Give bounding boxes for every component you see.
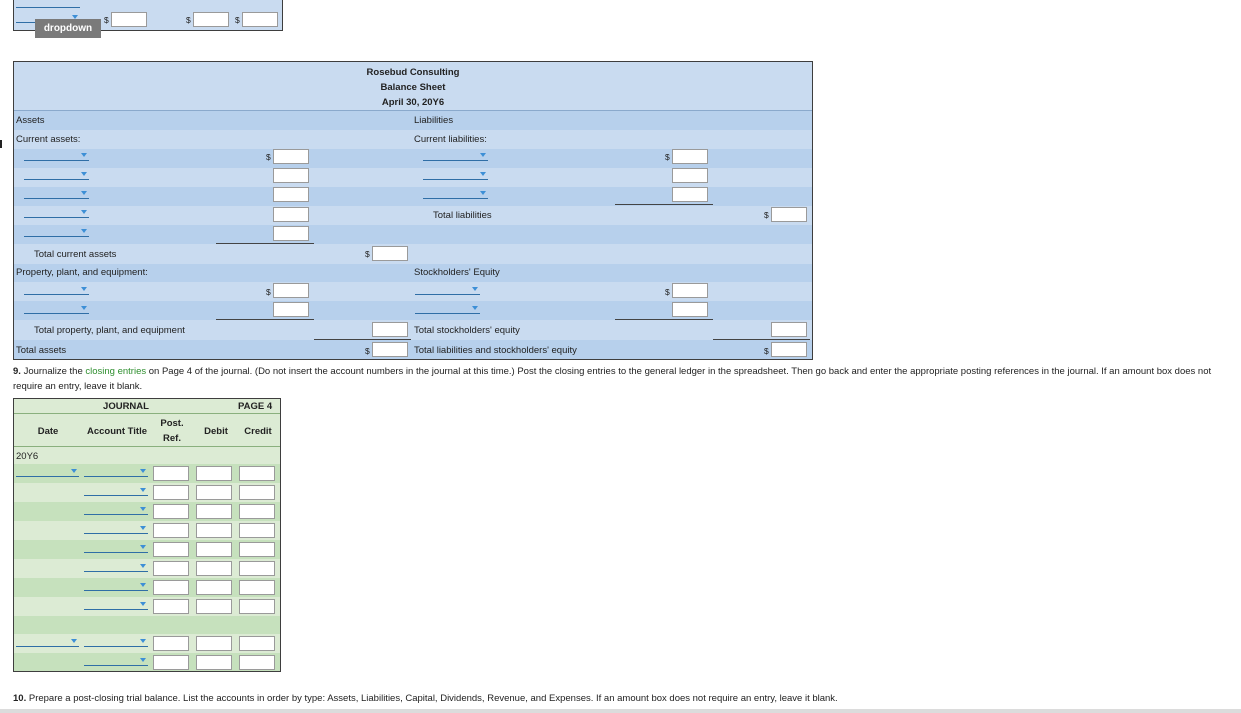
journal-header-row	[14, 414, 280, 447]
currency-symbol: $	[365, 346, 370, 356]
liability-amount-input[interactable]	[672, 149, 708, 164]
journal-account-dropdown[interactable]	[84, 656, 148, 666]
credit-input[interactable]	[239, 485, 275, 500]
currency-symbol: $	[104, 15, 109, 25]
journal-account-dropdown[interactable]	[84, 486, 148, 496]
chevron-down-icon	[472, 287, 478, 291]
chevron-down-icon	[140, 602, 146, 606]
debit-input[interactable]	[196, 599, 232, 614]
subheading-row	[14, 130, 812, 149]
debit-input[interactable]	[196, 542, 232, 557]
credit-input[interactable]	[239, 636, 275, 651]
debit-input[interactable]	[196, 466, 232, 481]
asset-account-dropdown[interactable]	[24, 227, 89, 237]
chevron-down-icon	[140, 526, 146, 530]
instruction-text: on Page 4 of the journal. (Do not insert the account numbers in the journal at this time.) Post the closing entries to the general ledger in the spreadsheet. Then go back and enter the appropriate posting references in the journal. If an amount box does not require an entry, leave it blank.	[13, 366, 1212, 392]
ppe-account-dropdown[interactable]	[24, 304, 89, 314]
chevron-down-icon	[81, 153, 87, 157]
post-ref-input[interactable]	[153, 561, 189, 576]
subtotal-underline	[615, 319, 713, 320]
chevron-down-icon	[480, 191, 486, 195]
column-header-credit: Credit	[244, 426, 272, 437]
post-ref-input[interactable]	[153, 466, 189, 481]
subtotal-underline	[216, 319, 314, 320]
post-ref-input[interactable]	[153, 485, 189, 500]
liability-account-dropdown[interactable]	[423, 189, 488, 199]
chevron-down-icon	[140, 639, 146, 643]
chevron-down-icon	[71, 639, 77, 643]
journal-page: PAGE 4	[238, 401, 273, 412]
column-header-post-ref: Post.	[160, 418, 184, 429]
total-liab-equity-input[interactable]	[771, 342, 807, 357]
table-row	[14, 320, 812, 340]
dropdown-tooltip: dropdown	[35, 19, 101, 38]
post-ref-input[interactable]	[153, 599, 189, 614]
liabilities-heading: Liabilities	[414, 115, 454, 126]
left-edge-mark	[0, 140, 2, 148]
asset-account-dropdown[interactable]	[24, 189, 89, 199]
journal-account-dropdown[interactable]	[84, 637, 148, 647]
total-liabilities-input[interactable]	[771, 207, 807, 222]
chevron-down-icon	[480, 153, 486, 157]
debit-input[interactable]	[196, 485, 232, 500]
instruction-9	[13, 364, 1233, 394]
assets-heading: Assets	[16, 115, 45, 126]
journal-account-dropdown[interactable]	[84, 467, 148, 477]
asset-amount-input[interactable]	[273, 207, 309, 222]
total-equity-input[interactable]	[771, 322, 807, 337]
total-assets-input[interactable]	[372, 342, 408, 357]
subtotal-underline	[216, 243, 314, 244]
post-ref-input[interactable]	[153, 580, 189, 595]
chevron-down-icon	[140, 545, 146, 549]
ppe-label: Property, plant, and equipment:	[16, 267, 148, 278]
company-name: Rosebud Consulting	[366, 67, 460, 78]
asset-amount-input[interactable]	[273, 149, 309, 164]
journal-date-dropdown[interactable]	[16, 467, 79, 477]
top-fragment-amount-input[interactable]	[242, 12, 278, 27]
column-header-post-ref: Ref.	[163, 433, 181, 444]
table-row	[14, 206, 812, 225]
chevron-down-icon	[472, 306, 478, 310]
total-underline	[314, 339, 411, 340]
chevron-down-icon	[81, 172, 87, 176]
column-header-date: Date	[37, 426, 59, 437]
credit-input[interactable]	[239, 542, 275, 557]
instruction-number: 9.	[13, 366, 21, 377]
total-current-assets-label: Total current assets	[34, 249, 117, 260]
asset-amount-input[interactable]	[273, 187, 309, 202]
currency-symbol: $	[764, 346, 769, 356]
credit-input[interactable]	[239, 466, 275, 481]
total-liabilities-label: Total liabilities	[433, 210, 492, 221]
liability-amount-input[interactable]	[672, 168, 708, 183]
chevron-down-icon	[71, 469, 77, 473]
chevron-down-icon	[140, 564, 146, 568]
debit-input[interactable]	[196, 523, 232, 538]
debit-input[interactable]	[196, 580, 232, 595]
chevron-down-icon	[140, 488, 146, 492]
currency-symbol: $	[266, 287, 271, 297]
equity-amount-input[interactable]	[672, 283, 708, 298]
chevron-down-icon	[140, 583, 146, 587]
asset-account-dropdown[interactable]	[24, 151, 89, 161]
statement-date: April 30, 20Y6	[381, 97, 445, 108]
journal-title: JOURNAL	[103, 401, 149, 412]
journal-account-dropdown[interactable]	[84, 505, 148, 515]
current-liabilities-label: Current liabilities:	[414, 134, 487, 145]
top-fragment-underline	[16, 7, 80, 8]
credit-input[interactable]	[239, 580, 275, 595]
chevron-down-icon	[81, 306, 87, 310]
credit-input[interactable]	[239, 599, 275, 614]
column-header-account: Account Title	[87, 426, 147, 437]
currency-symbol: $	[764, 210, 769, 220]
credit-input[interactable]	[239, 655, 275, 670]
journal-year: 20Y6	[16, 451, 39, 462]
debit-input[interactable]	[196, 636, 232, 651]
chevron-down-icon	[81, 210, 87, 214]
equity-account-dropdown[interactable]	[415, 285, 480, 295]
debit-input[interactable]	[196, 561, 232, 576]
statement-title: Balance Sheet	[380, 82, 446, 93]
subtotal-underline	[615, 204, 713, 205]
journal-row	[14, 616, 280, 634]
total-liab-equity-label: Total liabilities and stockholders' equity	[414, 345, 577, 356]
closing-entries-link[interactable]: closing entries	[85, 366, 147, 377]
journal-year-row	[14, 447, 280, 464]
total-assets-label: Total assets	[16, 345, 67, 356]
liability-account-dropdown[interactable]	[423, 151, 488, 161]
table-row	[14, 244, 812, 264]
balance-sheet-header	[14, 62, 812, 111]
equity-label: Stockholders' Equity	[414, 267, 500, 278]
chevron-down-icon	[140, 469, 146, 473]
ppe-amount-input[interactable]	[273, 302, 309, 317]
currency-symbol: $	[665, 152, 670, 162]
journal-account-dropdown[interactable]	[84, 543, 148, 553]
liability-amount-input[interactable]	[672, 187, 708, 202]
credit-input[interactable]	[239, 523, 275, 538]
post-ref-input[interactable]	[153, 636, 189, 651]
chevron-down-icon	[81, 191, 87, 195]
table-row	[14, 225, 812, 244]
top-fragment-amount-input[interactable]	[111, 12, 147, 27]
currency-symbol: $	[235, 15, 240, 25]
journal-date-dropdown[interactable]	[16, 637, 79, 647]
asset-account-dropdown[interactable]	[24, 170, 89, 180]
top-fragment-amount-input[interactable]	[193, 12, 229, 27]
chevron-down-icon	[81, 229, 87, 233]
equity-amount-input[interactable]	[672, 302, 708, 317]
post-ref-input[interactable]	[153, 655, 189, 670]
instruction-text: Journalize the	[23, 366, 83, 377]
credit-input[interactable]	[239, 504, 275, 519]
currency-symbol: $	[266, 152, 271, 162]
asset-amount-input[interactable]	[273, 226, 309, 241]
total-current-assets-input[interactable]	[372, 246, 408, 261]
debit-input[interactable]	[196, 655, 232, 670]
total-equity-label: Total stockholders' equity	[414, 325, 520, 336]
journal-account-dropdown[interactable]	[84, 524, 148, 534]
currency-symbol: $	[665, 287, 670, 297]
instruction-number: 10.	[13, 693, 27, 704]
total-ppe-input[interactable]	[372, 322, 408, 337]
debit-input[interactable]	[196, 504, 232, 519]
table-row	[14, 340, 812, 360]
asset-account-dropdown[interactable]	[24, 208, 89, 218]
instruction-text: Prepare a post-closing trial balance. List the accounts in order by type: Assets, Liabilities, Capital, Dividends, Revenue, and Expenses. If an amount box does not require an entry, leave it blank.	[28, 693, 838, 704]
instruction-10	[13, 693, 838, 704]
liability-account-dropdown[interactable]	[423, 170, 488, 180]
chevron-down-icon	[81, 287, 87, 291]
ppe-amount-input[interactable]	[273, 283, 309, 298]
currency-symbol: $	[186, 15, 191, 25]
post-ref-input[interactable]	[153, 542, 189, 557]
asset-amount-input[interactable]	[273, 168, 309, 183]
chevron-down-icon	[140, 658, 146, 662]
journal-account-dropdown[interactable]	[84, 581, 148, 591]
current-assets-label: Current assets:	[16, 134, 81, 145]
heading-row	[14, 111, 812, 130]
journal-account-dropdown[interactable]	[84, 562, 148, 572]
post-ref-input[interactable]	[153, 504, 189, 519]
equity-account-dropdown[interactable]	[415, 304, 480, 314]
chevron-down-icon	[480, 172, 486, 176]
credit-input[interactable]	[239, 561, 275, 576]
chevron-down-icon	[140, 507, 146, 511]
column-header-debit: Debit	[204, 426, 228, 437]
journal-title-row	[14, 399, 280, 414]
total-ppe-label: Total property, plant, and equipment	[34, 325, 185, 336]
ppe-account-dropdown[interactable]	[24, 285, 89, 295]
page-bottom-border	[0, 709, 1241, 713]
post-ref-input[interactable]	[153, 523, 189, 538]
total-underline	[713, 339, 810, 340]
table-row	[14, 264, 812, 282]
journal-account-dropdown[interactable]	[84, 600, 148, 610]
currency-symbol: $	[365, 249, 370, 259]
